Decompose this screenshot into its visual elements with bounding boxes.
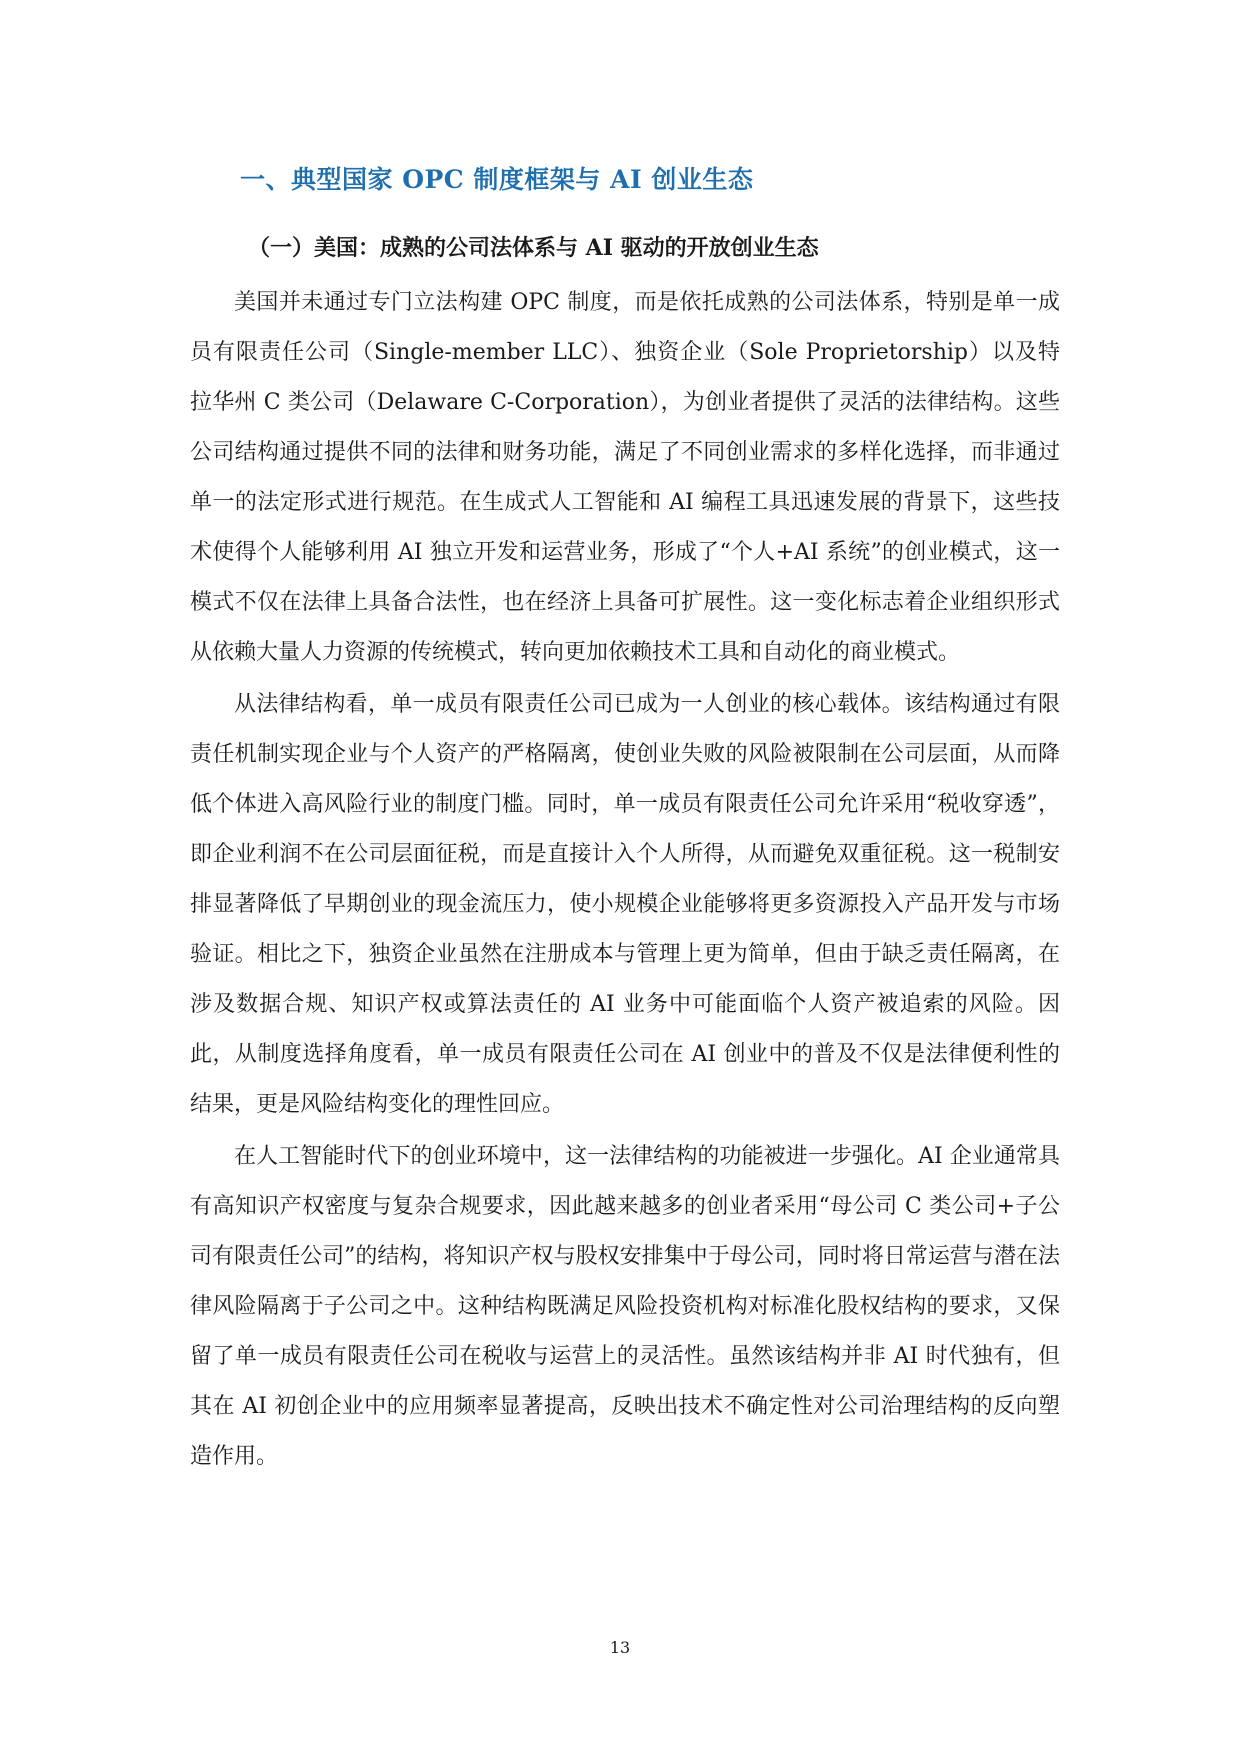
body-text: [190, 278, 1060, 1482]
paragraph: 从法律结构看，单一成员有限责任公司已成为一人创业的核心载体。该结构通过有限责任机制实现企业与个人资产的严格隔离，使创业失败的风险被限制在公司层面，从而降低个体进入高风险行业的制度门槛。同时，单一成员有限责任公司允许采用“税收穿透”，即企业利润不在公司层面征税，而是直接计入个人所得，从而避免双重征税。这一税制安排显著降低了早期创业的现金流压力，使小规模企业能够将更多资源投入产品开发与市场验证。相比之下，独资企业虽然在注册成本与管理上更为简单，但由于缺乏责任隔离，在涉及数据合规、知识产权或算法责任的 AI 业务中可能面临个人资产被追索的风险。因此，从制度选择角度看，单一成员有限责任公司在 AI 创业中的普及不仅是法律便利性的结果，更是风险结构变化的理性回应。: [190, 692, 1060, 1117]
sub-heading: （一）美国：成熟的公司法体系与 AI 驱动的开放创业生态: [248, 235, 819, 261]
paragraph: 美国并未通过专门立法构建 OPC 制度，而是依托成熟的公司法体系，特别是单一成员有限责任公司（Single-member LLC）、独资企业（Sole Proprietorship）以及特拉华州 C 类公司（Delaware C-Corporation），为创业者提供了灵活的法律结构。这些公司结构通过提供不同的法律和财务功能，满足了不同创业需求的多样化选择，而非通过单一的法定形式进行规范。在生成式人工智能和 AI 编程工具迅速发展的背景下，这些技术使得个人能够利用 AI 独立开发和运营业务，形成了“个人+AI 系统”的创业模式，这一模式不仅在法律上具备合法性，也在经济上具备可扩展性。这一变化标志着企业组织形式从依赖大量人力资源的传统模式，转向更加依赖技术工具和自动化的商业模式。: [190, 290, 1060, 665]
paragraph: 在人工智能时代下的创业环境中，这一法律结构的功能被进一步强化。AI 企业通常具有高知识产权密度与复杂合规要求，因此越来越多的创业者采用“母公司 C 类公司+子公司有限责任公司”的结构，将知识产权与股权安排集中于母公司，同时将日常运营与潜在法律风险隔离于子公司之中。这种结构既满足风险投资机构对标准化股权结构的要求，又保留了单一成员有限责任公司在税收与运营上的灵活性。虽然该结构并非 AI 时代独有，但其在 AI 初创企业中的应用频率显著提高，反映出技术不确定性对公司治理结构的反向塑造作用。: [190, 1144, 1060, 1469]
section-heading: 一、典型国家 OPC 制度框架与 AI 创业生态: [240, 165, 754, 194]
page-number: 13: [609, 1638, 631, 1657]
